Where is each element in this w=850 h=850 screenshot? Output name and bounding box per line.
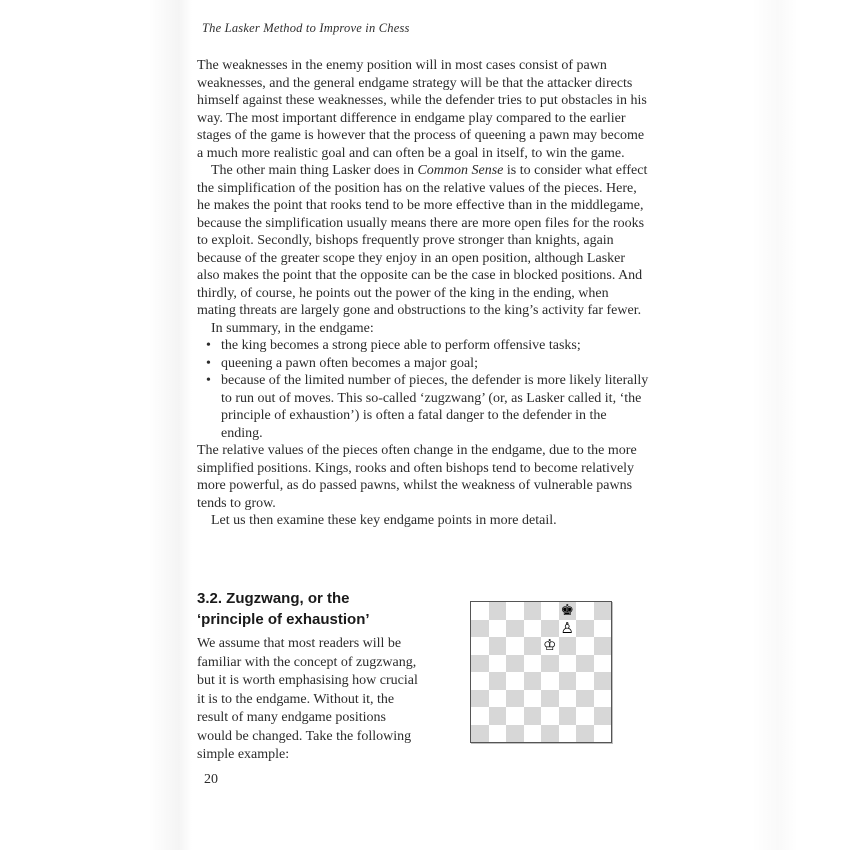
board-square-b4	[489, 672, 507, 690]
board-square-b3	[489, 690, 507, 708]
board-square-h6	[594, 637, 612, 655]
text-segment: queening a pawn often becomes a major goal;	[221, 355, 478, 371]
bullet-marker: •	[206, 338, 211, 353]
board-square-g5	[576, 655, 594, 673]
board-square-c4	[506, 672, 524, 690]
board-square-f2	[559, 707, 577, 725]
board-square-c7	[506, 620, 524, 638]
paragraph	[197, 512, 649, 530]
board-square-h8	[594, 602, 612, 620]
board-square-e5	[541, 655, 559, 673]
text-segment: The weaknesses in the enemy position will in most cases consist of pawn weaknesses, and the general endgame strategy will be that the attacker directs himself against these weaknesses, while the defender tries to put obstacles in his way. The most important difference in endgame play compared to the earlier stages of the game is however that the process of queening a pawn may become a much more realistic goal and can often be a goal in itself, to win the game.	[197, 58, 647, 161]
section-heading: 3.2. Zugzwang, or the ‘principle of exhaustion’	[197, 590, 370, 628]
text-segment: We assume that most readers will be familiar with the concept of zugzwang, but it is worth emphasising how crucial it is to the endgame. Without it, the result of many endgame positions would be changed. Take the following simple example:	[197, 636, 418, 762]
board-square-a5	[471, 655, 489, 673]
board-square-d3	[524, 690, 542, 708]
board-square-c3	[506, 690, 524, 708]
board-square-a8	[471, 602, 489, 620]
main-text-block	[197, 57, 649, 530]
bullet-item	[197, 355, 649, 373]
board-square-d4	[524, 672, 542, 690]
board-square-d7	[524, 620, 542, 638]
white-pawn-piece: ♙	[560, 618, 574, 637]
white-king-piece: ♔	[543, 636, 557, 654]
board-square-e1	[541, 725, 559, 743]
paragraph	[197, 320, 649, 338]
board-square-g3	[576, 690, 594, 708]
board-square-c1	[506, 725, 524, 743]
board-square-h5	[594, 655, 612, 673]
board-square-a1	[471, 725, 489, 743]
board-square-d8	[524, 602, 542, 620]
board-square-c8	[506, 602, 524, 620]
page-edge-shadow-left	[148, 0, 192, 850]
board-square-b8	[489, 602, 507, 620]
board-square-e6	[541, 637, 559, 655]
board-square-c5	[506, 655, 524, 673]
paragraph	[197, 442, 649, 512]
board-square-h3	[594, 690, 612, 708]
board-square-f4	[559, 672, 577, 690]
page-number: 20	[204, 772, 218, 787]
board-square-f3	[559, 690, 577, 708]
board-square-d1	[524, 725, 542, 743]
bullet-item	[197, 337, 649, 355]
board-square-f6	[559, 637, 577, 655]
board-square-f5	[559, 655, 577, 673]
text-segment: The relative values of the pieces often change in the endgame, due to the more simplified positions. Kings, rooks and often bishops tend to become relatively more powerful, as do passed pawns, whilst the weakness of vulnerable pawns tends to grow.	[197, 443, 637, 511]
paragraph	[197, 635, 419, 765]
board-square-d2	[524, 707, 542, 725]
chess-diagram	[470, 601, 612, 743]
section-column	[197, 588, 419, 765]
board-square-c2	[506, 707, 524, 725]
text-segment: Let us then examine these key endgame points in more detail.	[211, 513, 557, 528]
board-square-g7	[576, 620, 594, 638]
bullet-item	[197, 372, 649, 442]
board-square-h4	[594, 672, 612, 690]
board-square-e2	[541, 707, 559, 725]
board-square-a3	[471, 690, 489, 708]
board-square-e4	[541, 672, 559, 690]
board-square-g6	[576, 637, 594, 655]
board-square-h7	[594, 620, 612, 638]
paragraph	[197, 162, 649, 320]
board-square-b1	[489, 725, 507, 743]
board-square-f8	[559, 602, 577, 620]
text-segment: the king becomes a strong piece able to perform offensive tasks;	[221, 338, 581, 353]
board-square-b6	[489, 637, 507, 655]
bullet-marker: •	[206, 355, 211, 371]
board-square-e3	[541, 690, 559, 708]
board-square-d5	[524, 655, 542, 673]
running-head: The Lasker Method to Improve in Chess	[202, 21, 410, 35]
board-square-b2	[489, 707, 507, 725]
board-square-a7	[471, 620, 489, 638]
board-square-f1	[559, 725, 577, 743]
black-king-piece: ♚	[560, 601, 574, 619]
board-square-g8	[576, 602, 594, 620]
board-square-b5	[489, 655, 507, 673]
board-square-h2	[594, 707, 612, 725]
text-segment: In summary, in the endgame:	[211, 320, 374, 336]
board-square-g4	[576, 672, 594, 690]
text-segment: because of the limited number of pieces, the defender is more likely literally to run out of moves. This so-called ‘zugzwang’ (or, as Lasker called it, ‘the principle of exhaustion’) is often a fatal danger to the defender in the ending.	[221, 373, 649, 441]
board-square-e8	[541, 602, 559, 620]
board-square-a6	[471, 637, 489, 655]
board-square-c6	[506, 637, 524, 655]
board-square-h1	[594, 725, 612, 743]
page-edge-shadow-right	[752, 0, 798, 850]
board-square-g1	[576, 725, 594, 743]
paragraph	[197, 57, 649, 162]
board-square-a2	[471, 707, 489, 725]
bullet-marker: •	[206, 373, 211, 388]
text-segment: is to consider what effect the simplification of the position has on the relative values of the pieces. Here, he makes the point that rooks tend to be more effective than in the middlegame, because the simplification usually means there are more open files for the rooks to exploit. Secondly, bishops frequently prove stronger than knights, again because of the greater scope they enjoy in an open position, although Lasker also makes the point that the opposite can be the case in blocked positions. And thirdly, of course, he points out the power of the king in the ending, when mating threats are largely gone and obstructions to the king’s activity far fewer.	[197, 163, 648, 318]
board-square-f7	[559, 620, 577, 638]
board-square-b7	[489, 620, 507, 638]
section-text-block	[197, 635, 419, 765]
board-square-a4	[471, 672, 489, 690]
text-segment: The other main thing Lasker does in	[211, 163, 418, 178]
board-square-d6	[524, 637, 542, 655]
italic-book-title: Common Sense	[417, 163, 504, 178]
board-square-e7	[541, 620, 559, 638]
board-square-g2	[576, 707, 594, 725]
